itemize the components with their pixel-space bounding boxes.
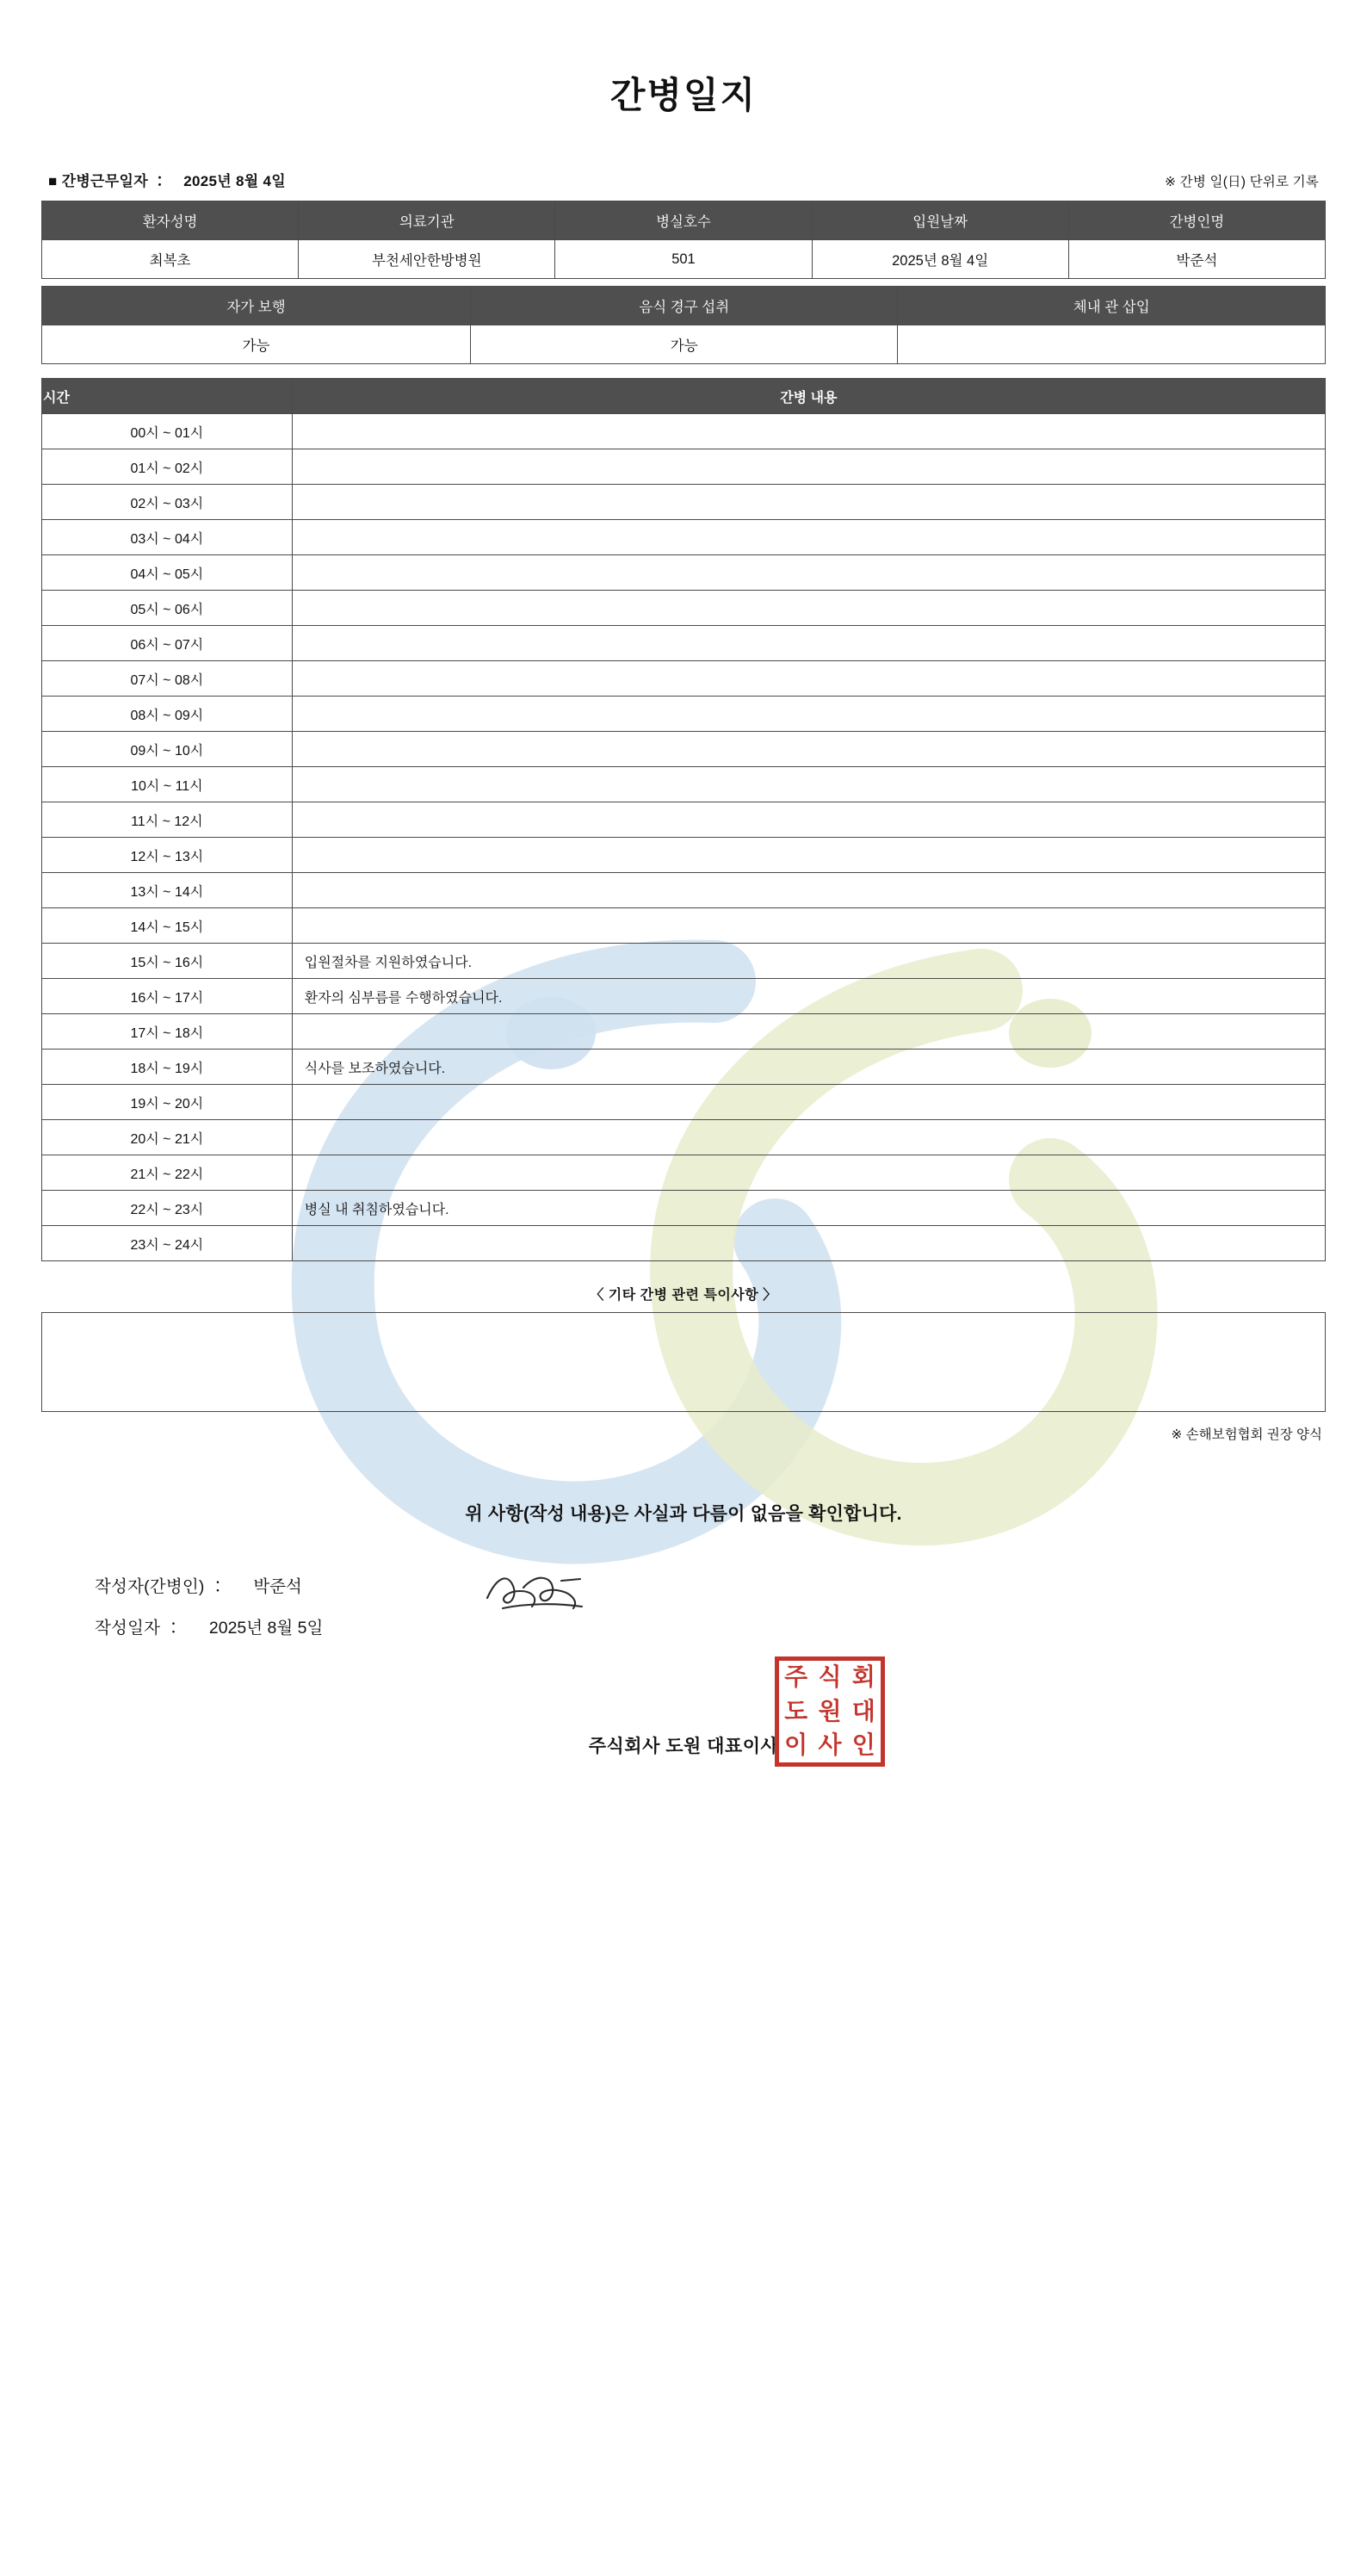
time-label: 18시 ~ 19시 — [42, 1050, 293, 1085]
time-label: 03시 ~ 04시 — [42, 520, 293, 555]
table-row — [42, 802, 1326, 838]
time-label: 16시 ~ 17시 — [42, 979, 293, 1014]
care-note[interactable] — [292, 661, 1325, 697]
care-note[interactable] — [292, 802, 1325, 838]
header-caregiver-name: 간병인명 — [1068, 201, 1325, 240]
stamp-char: 주 — [784, 1663, 808, 1691]
table-row — [42, 908, 1326, 944]
value-self-walking: 가능 — [42, 325, 471, 364]
value-hospital: 부천세안한방병원 — [299, 240, 555, 279]
care-note[interactable] — [292, 1014, 1325, 1050]
table-row — [42, 1191, 1326, 1226]
table-row — [42, 838, 1326, 873]
care-note[interactable]: 식사를 보조하였습니다. — [292, 1050, 1325, 1085]
care-note[interactable] — [292, 908, 1325, 944]
value-tube-insertion — [898, 325, 1326, 364]
care-note[interactable] — [292, 697, 1325, 732]
work-date-value: 2025년 8월 4일 — [183, 173, 287, 189]
stamp-char: 사 — [818, 1731, 842, 1758]
work-date-label: ■ 간병근무일자 ： — [48, 173, 168, 189]
company-signature-line — [41, 1663, 1326, 1758]
patient-info-table — [41, 201, 1326, 279]
table-row — [42, 485, 1326, 520]
care-note[interactable] — [292, 1155, 1325, 1191]
table-row — [42, 979, 1326, 1014]
value-admission-date: 2025년 8월 4일 — [812, 240, 1068, 279]
company-name: 주식회사 도원 대표이사 — [588, 1736, 779, 1756]
care-note[interactable] — [292, 1226, 1325, 1261]
table-row — [42, 1155, 1326, 1191]
time-label: 05시 ~ 06시 — [42, 591, 293, 626]
value-oral-intake: 가능 — [470, 325, 898, 364]
care-note[interactable] — [292, 626, 1325, 661]
table-row — [42, 201, 1326, 240]
header-self-walking: 자가 보행 — [42, 287, 471, 325]
header-hospital: 의료기관 — [299, 201, 555, 240]
time-label: 15시 ~ 16시 — [42, 944, 293, 979]
company-seal-stamp — [775, 1656, 885, 1767]
table-row — [42, 287, 1326, 325]
table-row — [42, 1120, 1326, 1155]
table-row — [42, 325, 1326, 364]
time-label: 02시 ~ 03시 — [42, 485, 293, 520]
table-row — [42, 626, 1326, 661]
stamp-char: 회 — [851, 1663, 875, 1691]
care-note[interactable]: 입원절차를 지원하였습니다. — [292, 944, 1325, 979]
time-label: 00시 ~ 01시 — [42, 414, 293, 449]
table-row — [42, 697, 1326, 732]
table-row — [42, 1226, 1326, 1261]
table-row — [42, 591, 1326, 626]
care-note[interactable] — [292, 767, 1325, 802]
writing-date-value: 2025년 8월 5일 — [208, 1618, 324, 1638]
stamp-char: 인 — [851, 1731, 875, 1758]
time-label: 06시 ~ 07시 — [42, 626, 293, 661]
stamp-char: 이 — [784, 1731, 808, 1758]
care-note[interactable] — [292, 838, 1325, 873]
care-note[interactable] — [292, 485, 1325, 520]
care-note[interactable] — [292, 873, 1325, 908]
value-patient-name: 최복초 — [42, 240, 299, 279]
time-label: 12시 ~ 13시 — [42, 838, 293, 873]
table-row — [42, 449, 1326, 485]
table-row — [42, 767, 1326, 802]
page-title: 간병일지 — [609, 75, 758, 115]
header-care-content: 간병 내용 — [292, 379, 1325, 414]
care-note[interactable] — [292, 449, 1325, 485]
care-note[interactable] — [292, 1085, 1325, 1120]
header-oral-intake: 음식 경구 섭취 — [470, 287, 898, 325]
table-header-row — [42, 379, 1326, 414]
meta-row — [41, 169, 1326, 190]
header-room-number: 병실호수 — [555, 201, 812, 240]
time-label: 09시 ~ 10시 — [42, 732, 293, 767]
value-room-number: 501 — [555, 240, 812, 279]
table-row — [42, 1014, 1326, 1050]
table-row — [42, 1050, 1326, 1085]
care-note[interactable]: 병실 내 취침하였습니다. — [292, 1191, 1325, 1226]
table-row — [42, 944, 1326, 979]
time-label: 20시 ~ 21시 — [42, 1120, 293, 1155]
stamp-char: 식 — [818, 1663, 842, 1691]
time-label: 08시 ~ 09시 — [42, 697, 293, 732]
header-tube-insertion: 체내 관 삽입 — [898, 287, 1326, 325]
stamp-char: 도 — [784, 1697, 808, 1725]
time-label: 19시 ~ 20시 — [42, 1085, 293, 1120]
care-note[interactable] — [292, 555, 1325, 591]
unit-note: ※ 간병 일(日) 단위로 기록 — [1164, 175, 1319, 189]
care-note[interactable] — [292, 520, 1325, 555]
table-row — [42, 414, 1326, 449]
header-time: 시간 — [42, 379, 293, 414]
time-label: 01시 ~ 02시 — [42, 449, 293, 485]
etc-textarea[interactable] — [41, 1312, 1326, 1412]
table-row — [42, 1085, 1326, 1120]
writer-value: 박준석 — [253, 1577, 302, 1596]
writing-date-label: 작성일자 ： — [95, 1618, 182, 1638]
table-row — [42, 873, 1326, 908]
time-label: 11시 ~ 12시 — [42, 802, 293, 838]
value-caregiver-name: 박준석 — [1068, 240, 1325, 279]
time-label: 04시 ~ 05시 — [42, 555, 293, 591]
table-row — [42, 732, 1326, 767]
table-row — [42, 520, 1326, 555]
time-label: 07시 ~ 08시 — [42, 661, 293, 697]
header-patient-name: 환자성명 — [42, 201, 299, 240]
care-log-table — [41, 378, 1326, 1261]
stamp-char: 대 — [851, 1697, 875, 1725]
etc-section-title: 〈 기타 간병 관련 특이사항 〉 — [590, 1288, 777, 1303]
care-note[interactable]: 환자의 심부름를 수행하였습니다. — [292, 979, 1325, 1014]
header-admission-date: 입원날짜 — [812, 201, 1068, 240]
time-label: 14시 ~ 15시 — [42, 908, 293, 944]
time-label: 21시 ~ 22시 — [42, 1155, 293, 1191]
table-row — [42, 555, 1326, 591]
time-label: 10시 ~ 11시 — [42, 767, 293, 802]
writer-label: 작성자(간병인) ： — [95, 1577, 226, 1596]
time-label: 23시 ~ 24시 — [42, 1226, 293, 1261]
condition-table — [41, 286, 1326, 364]
handwritten-signature-icon — [479, 1569, 591, 1617]
signature-block — [41, 1567, 1326, 1650]
association-note: ※ 손해보험협회 권장 양식 — [1171, 1427, 1322, 1442]
writer-row — [95, 1567, 1326, 1608]
care-note[interactable] — [292, 732, 1325, 767]
care-note[interactable] — [292, 1120, 1325, 1155]
time-label: 22시 ~ 23시 — [42, 1191, 293, 1226]
time-label: 13시 ~ 14시 — [42, 873, 293, 908]
table-row — [42, 240, 1326, 279]
time-label: 17시 ~ 18시 — [42, 1014, 293, 1050]
table-row — [42, 661, 1326, 697]
stamp-char: 원 — [818, 1697, 842, 1725]
care-note[interactable] — [292, 591, 1325, 626]
work-date — [48, 169, 286, 190]
date-row — [95, 1608, 1326, 1650]
confirmation-statement: 위 사항(작성 내용)은 사실과 다름이 없음을 확인합니다. — [465, 1504, 902, 1524]
care-note[interactable] — [292, 414, 1325, 449]
